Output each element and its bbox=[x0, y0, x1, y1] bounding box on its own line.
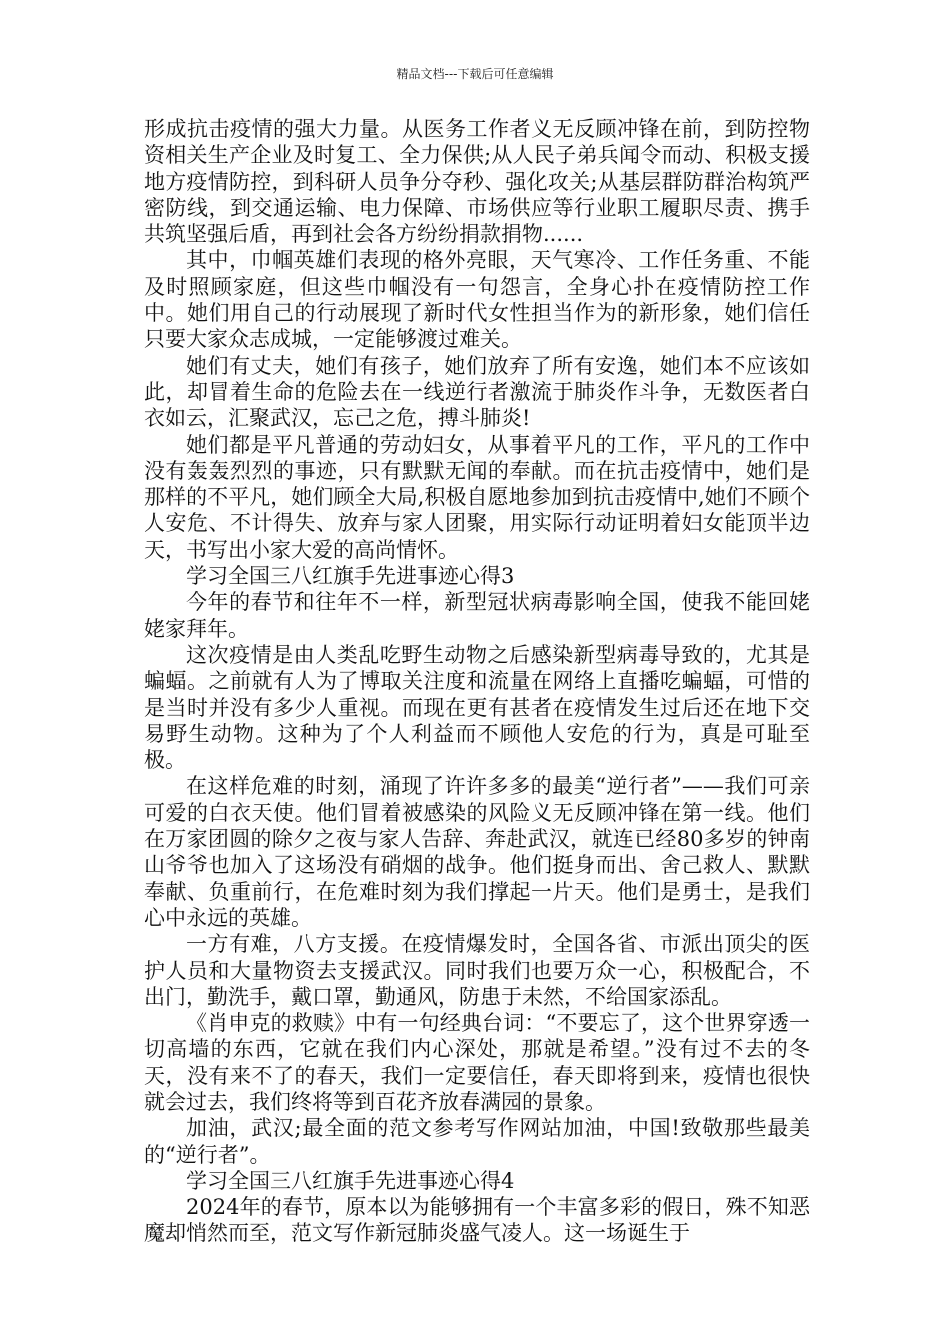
paragraph-6: 这次疫情是由人类乱吃野生动物之后感染新型病毒导致的，尤其是蝙蝠。之前就有人为了博取关注度和流量在网络上直播吃蝙蝠，可惜的是当时并没有多少人重视。而现在更有甚者在疫情发生过后还在地下交易野生动物。这种为了个人利益而不顾他人安危的行为，真是可耻至极。 bbox=[144, 642, 810, 773]
paragraph-10: 加油，武汉;最全面的范文参考写作网站加油，中国!致敬那些最美的“逆行者”。 bbox=[144, 1116, 810, 1167]
paragraph-2: 其中，巾帼英雄们表现的格外亮眼，天气寒冷、工作任务重、不能及时照顾家庭，但这些巾帼没有一句怨言，全身心扑在疫情防控工作中。她们用自己的行动展现了新时代女性担当作为的新形象，她们信任只要大家众志成城，一定能够渡过难关。 bbox=[144, 248, 810, 352]
paragraph-5: 今年的春节和往年不一样，新型冠状病毒影响全国，使我不能回姥姥家拜年。 bbox=[144, 590, 810, 641]
paragraph-1: 形成抗击疫情的强大力量。从医务工作者义无反顾冲锋在前，到防控物资相关生产企业及时复工、全力保供;从人民子弟兵闻令而动、积极支援地方疫情防控，到科研人员争分夺秒、强化攻关;从基层群防群治构筑严密防线，到交通运输、电力保障、市场供应等行业职工履职尽责、携手共筑坚强后盾，再到社会各方纷纷捐款捐物...... bbox=[144, 117, 810, 247]
paragraph-8: 一方有难，八方支援。在疫情爆发时，全国各省、市派出顶尖的医护人员和大量物资去支援武汉。同时我们也要万众一心，积极配合，不出门，勤洗手，戴口罩，勤通风，防患于未然，不给国家添乱。 bbox=[144, 932, 810, 1009]
paragraph-3: 她们有丈夫，她们有孩子，她们放弃了所有安逸，她们本不应该如此，却冒着生命的危险去在一线逆行者激流于肺炎作斗争，无数医者白衣如云，汇聚武汉，忘己之危，搏斗肺炎! bbox=[144, 353, 810, 431]
page-header: 精品文档---下载后可任意编辑 bbox=[396, 67, 554, 81]
section-heading-4: 学习全国三八红旗手先进事迹心得4 bbox=[186, 1168, 515, 1193]
paragraph-9: 《肖申克的救赎》中有一句经典台词：“不要忘了，这个世界穿透一切高墙的东西，它就在我们内心深处，那就是希望。”没有过不去的冬天，没有来不了的春天，我们一定要信任，春天即将到来，疫情也很快就会过去，我们终将等到百花齐放春满园的景象。 bbox=[144, 1011, 810, 1114]
section-heading-3: 学习全国三八红旗手先进事迹心得3 bbox=[186, 564, 515, 589]
paragraph-4: 她们都是平凡普通的劳动妇女，从事着平凡的工作，平凡的工作中没有轰轰烈烈的事迹，只有默默无闻的奉献。而在抗击疫情中，她们是那样的不平凡，她们顾全大局,积极自愿地参加到抗击疫情中,她们不顾个人安危、不计得失、放弃与家人团聚，用实际行动证明着妇女能顶半边天，书写出小家大爱的高尚情怀。 bbox=[144, 432, 810, 562]
paragraph-7: 在这样危难的时刻，涌现了许许多多的最美“逆行者”——我们可亲可爱的白衣天使。他们冒着被感染的风险义无反顾冲锋在第一线。他们在万家团圆的除夕之夜与家人告辞、奔赴武汉，就连已经80多岁的钟南山爷爷也加入了这场没有硝烟的战争。他们挺身而出、舍己救人、默默奉献、负重前行，在危难时刻为我们撑起一片天。他们是勇士，是我们心中永远的英雄。 bbox=[144, 774, 810, 930]
document-body bbox=[144, 116, 810, 1247]
paragraph-11: 2024年的春节，原本以为能够拥有一个丰富多彩的假日，殊不知恶魔却悄然而至，范文写作新冠肺炎盛气凌人。这一场诞生于 bbox=[144, 1195, 810, 1246]
